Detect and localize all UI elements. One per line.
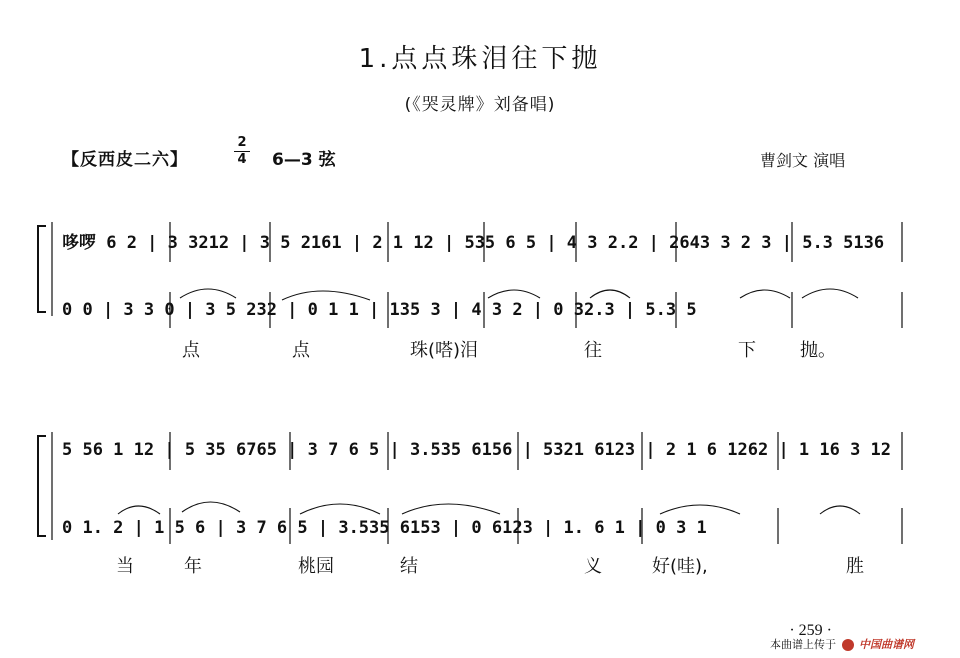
time-signature-top: 2: [237, 135, 247, 150]
system1-lyric: 珠(嗒)泪: [410, 340, 479, 361]
system2-lyric: 年: [184, 556, 202, 577]
system2-lyric: 桃园: [298, 556, 334, 577]
site-name[interactable]: 中国曲谱网: [859, 638, 914, 651]
upload-credit: [770, 636, 914, 652]
system1-accompaniment-line: 0 0 | 3 3 0 | 3 5 232 | 0 1 1 | 135 3 | 4 3 2 | 0 32.3 | 5.3 5: [62, 300, 697, 320]
page-number: · 259 ·: [789, 622, 832, 639]
system2-lyric: 当: [116, 556, 134, 577]
system2-lyric: 好(哇),: [652, 556, 708, 577]
system2-lyric: 义: [584, 556, 602, 577]
tuning-label: 6—3 弦: [272, 150, 336, 170]
song-subtitle: (《哭灵牌》刘备唱): [404, 95, 556, 115]
song-title: 1.点点珠泪往下抛: [358, 44, 602, 74]
time-signature-bottom: 4: [237, 152, 247, 167]
system2-lyric: 结: [400, 556, 418, 577]
system1-lyric: 点: [182, 340, 200, 361]
mode-label: 【反西皮二六】: [62, 150, 188, 170]
upload-credit-prefix: 本曲谱上传于: [770, 638, 836, 651]
singer-credit: 曹剑文 演唱: [760, 151, 846, 170]
system2-lyric: 胜: [846, 556, 864, 577]
system1-lyric: 抛。: [800, 340, 836, 361]
system1-lyric: 下: [738, 340, 756, 361]
system1-voice-line: 哆啰 6 2 | 3 3212 | 3 5 2161 | 2 1 12 | 535 6 5 | 4 3 2.2 | 2643 3 2 3 | 5.3 5136: [62, 233, 885, 253]
system2-voice-line: 5 56 1 12 | 5 35 6765 | 3 7 6 5 | 3.535 6156 | 5321 6123 | 2 1 6 1262 | 1 16 3 12: [62, 440, 892, 460]
system1-lyric: 往: [584, 340, 602, 361]
system1-lyric: 点: [292, 340, 310, 361]
site-logo-icon: [842, 639, 854, 651]
system2-accompaniment-line: 0 1. 2 | 1 5 6 | 3 7 6 5 | 3.535 6153 | 0 6123 | 1. 6 1 | 0 3 1: [62, 518, 707, 538]
